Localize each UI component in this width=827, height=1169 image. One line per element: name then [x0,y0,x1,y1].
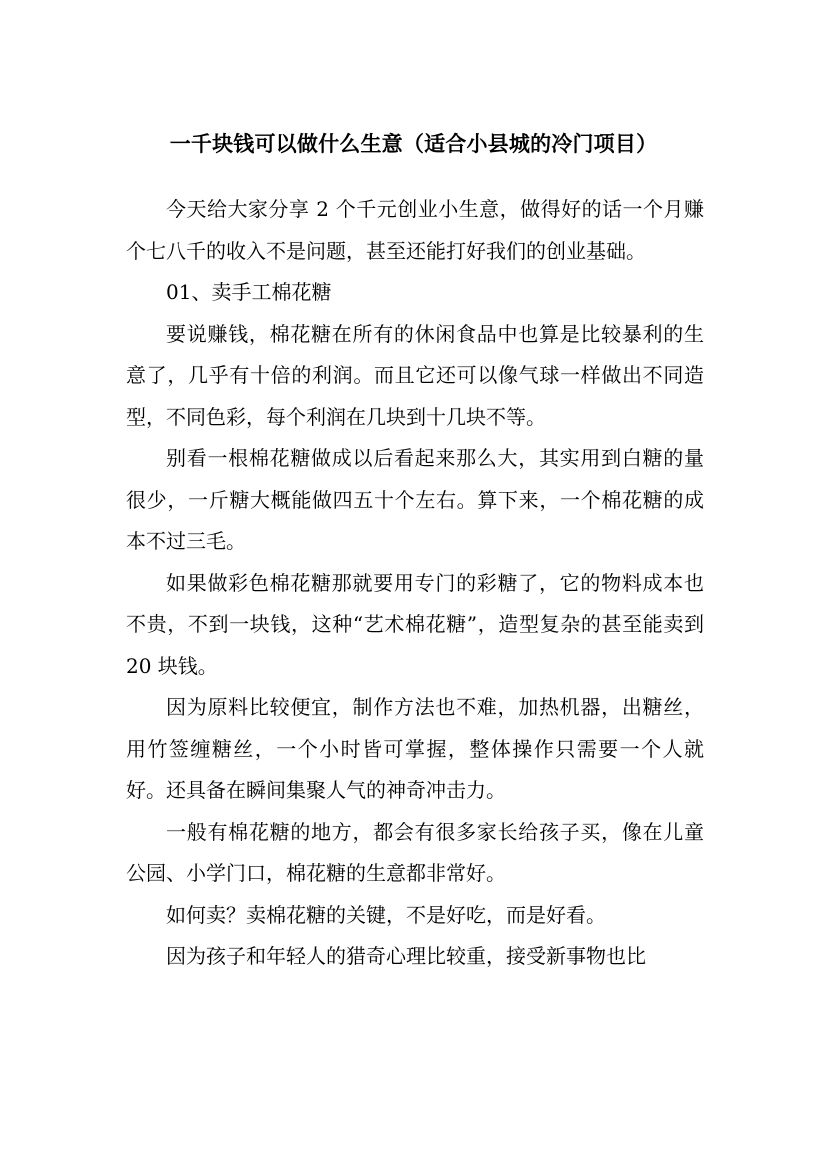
document-body [126,189,704,978]
paragraph: 别看一根棉花糖做成以后看起来那么大，其实用到白糖的量很少，一斤糖大概能做四五十个左右。算下来，一个棉花糖的成本不过三毛。 [126,446,704,553]
document-title: 一千块钱可以做什么生意（适合小县城的冷门项目） [169,131,658,156]
paragraph: 一般有棉花糖的地方，都会有很多家长给孩子买，像在儿童公园、小学门口，棉花糖的生意都非常好。 [126,819,704,885]
paragraph: 要说赚钱，棉花糖在所有的休闲食品中也算是比较暴利的生意了，几乎有十倍的利润。而且它还可以像气球一样做出不同造型，不同色彩，每个利润在几块到十几块不等。 [126,321,704,429]
paragraph: 因为孩子和年轻人的猎奇心理比较重，接受新事物也比 [166,944,646,968]
section-heading: 01、卖手工棉花糖 [166,280,332,304]
paragraph: 如何卖？卖棉花糖的关键，不是好吃，而是好看。 [166,902,606,927]
paragraph: 如果做彩色棉花糖那就要用专门的彩糖了，它的物料成本也不贵，不到一块钱，这种“艺术棉花糖”，造型复杂的甚至能卖到 20 块钱。 [126,570,704,678]
paragraph-intro: 今天给大家分享 2 个千元创业小生意，做得好的话一个月赚个七八千的收入不是问题，甚至还能打好我们的创业基础。 [126,197,704,263]
paragraph: 因为原料比较便宜，制作方法也不难，加热机器，出糖丝，用竹签缠糖丝，一个小时皆可掌握，整体操作只需要一个人就好。还具备在瞬间集聚人气的神奇冲击力。 [126,695,704,802]
